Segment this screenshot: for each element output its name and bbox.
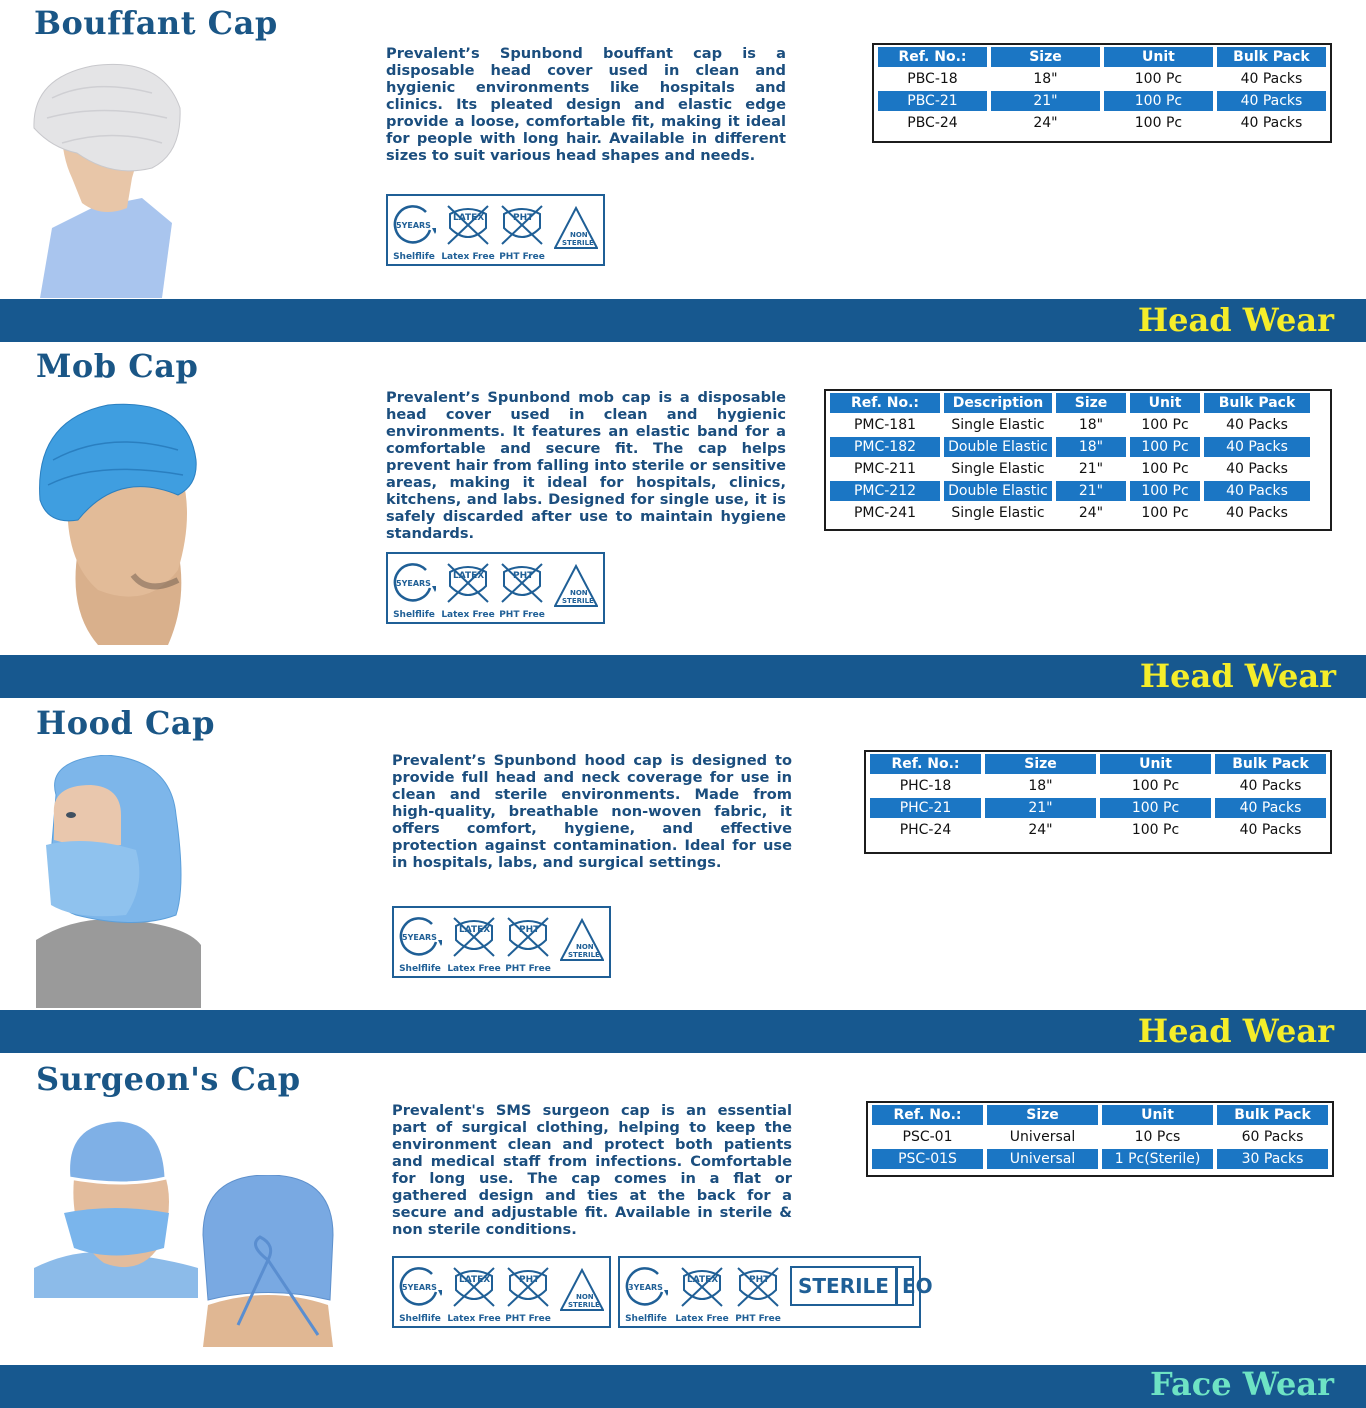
svg-text:NON: NON: [576, 1293, 594, 1301]
cell-ref-no: PHC-18: [899, 778, 952, 794]
hood-cap-photo: [36, 755, 201, 1008]
cell-size: 18": [1078, 417, 1104, 433]
col-size: Size: [985, 754, 1096, 774]
cell-unit: 100 Pc: [1134, 115, 1183, 131]
shelflife-5years-icon: [388, 560, 440, 620]
svg-text:NON: NON: [576, 943, 594, 951]
cell-ref-no: PBC-18: [907, 71, 958, 87]
cell-unit: 100 Pc: [1141, 417, 1189, 433]
col-unit: Unit: [1104, 47, 1213, 67]
table-header-row: [878, 47, 1326, 67]
table-row: [872, 1149, 1328, 1169]
cell-ref-no: PHC-24: [899, 822, 952, 838]
product-description: Prevalent’s Spunbond hood cap is designed to provide full head and neck coverage for use in clean and sterile environments. Made from high-quality, breathable non-woven fabric, it offers comfort, hygiene, and effective protection against contamination. Ideal for use in hospitals, labs, and surgical settings.: [392, 752, 792, 871]
cell-size: 18": [1033, 71, 1058, 87]
non-sterile-icon: [550, 202, 602, 262]
latex-free-label: Latex Free: [441, 610, 495, 620]
pht-free-icon: [502, 1264, 554, 1324]
latex-free-icon: [676, 1264, 728, 1324]
svg-text:STERILE: STERILE: [568, 951, 600, 959]
cell-ref-no: PMC-211: [853, 461, 917, 477]
col-ref-no: Ref. No.:: [870, 754, 981, 774]
pht-free-icon: [496, 560, 548, 620]
product-table: [866, 1101, 1334, 1177]
svg-text:3YEARS: 3YEARS: [628, 1283, 663, 1292]
pht-free-icon: [732, 1264, 784, 1324]
table-header-row: [870, 754, 1326, 774]
svg-text:PHT: PHT: [749, 1275, 770, 1285]
bouffant-cap-photo: [32, 58, 182, 298]
product-description: Prevalent’s Spunbond mob cap is a disposable head cover used in clean and hygienic environments. It features an elastic band for a comfortable and secure fit. The cap helps prevent hair from falling into sterile or sensitive areas, making it ideal for hospitals, clinics, kitchens, and labs. Designed for single use, it is safely discarded after use to maintain hygiene standards.: [386, 389, 786, 542]
pht-free-icon: [496, 202, 548, 262]
col-bulk-pack: Bulk Pack: [1217, 1105, 1328, 1125]
svg-text:PHT: PHT: [519, 1275, 540, 1285]
cell-unit: 100 Pc: [1134, 71, 1183, 87]
svg-text:PHT: PHT: [519, 925, 540, 935]
cell-size: 21": [985, 798, 1096, 818]
cell-bulk-pack: 40 Packs: [1226, 461, 1288, 477]
table-row: [830, 437, 1310, 457]
shelflife-label: Shelflife: [399, 964, 441, 974]
cell-bulk-pack: 40 Packs: [1226, 417, 1288, 433]
section-title-hood-cap: Hood Cap: [36, 704, 216, 742]
svg-text:5YEARS: 5YEARS: [396, 579, 431, 588]
cell-size: 24": [1078, 505, 1104, 521]
cell-size: 18": [1028, 778, 1053, 794]
cell-unit: 100 Pc: [1131, 778, 1180, 794]
spec-table: [868, 1103, 1332, 1171]
sterile-eo-badge: [790, 1266, 933, 1306]
feature-icons: [392, 906, 611, 978]
product-table: [872, 43, 1332, 143]
svg-text:STERILE: STERILE: [562, 597, 594, 605]
cell-unit: 100 Pc: [1141, 505, 1189, 521]
svg-text:STERILE: STERILE: [562, 239, 594, 247]
cell-ref-no: PMC-182: [830, 437, 940, 457]
col-ref-no: Ref. No.:: [872, 1105, 983, 1125]
cell-size: 21": [1056, 481, 1126, 501]
cell-ref-no: PHC-21: [870, 798, 981, 818]
cell-ref-no: PBC-24: [907, 115, 958, 131]
latex-free-icon: [442, 202, 494, 262]
product-table: [864, 750, 1332, 854]
svg-text:NON: NON: [570, 231, 588, 239]
latex-free-icon: [448, 914, 500, 974]
cell-ref-no: PMC-241: [853, 505, 917, 521]
latex-free-label: Latex Free: [441, 252, 495, 262]
feature-icons-non-sterile: [392, 1256, 611, 1328]
table-row: [870, 798, 1326, 818]
cell-ref-no: PMC-181: [853, 417, 917, 433]
svg-text:LATEX: LATEX: [453, 213, 485, 223]
pht-free-icon: [502, 914, 554, 974]
latex-free-icon: [442, 560, 494, 620]
svg-text:STERILE: STERILE: [568, 1301, 600, 1309]
cell-bulk-pack: 30 Packs: [1217, 1149, 1328, 1169]
spec-table: [874, 45, 1330, 135]
category-band: [0, 299, 1366, 342]
feature-icons: [386, 194, 605, 266]
latex-free-label: Latex Free: [447, 1314, 501, 1324]
cell-description: Double Elastic: [944, 481, 1052, 501]
pht-free-label: PHT Free: [499, 252, 545, 262]
cell-bulk-pack: 40 Packs: [1239, 822, 1302, 838]
table-row: [878, 91, 1326, 111]
table-row: [872, 1127, 1328, 1147]
cell-ref-no: PSC-01S: [872, 1149, 983, 1169]
shelflife-3years-icon: [620, 1264, 672, 1324]
shelflife-5years-icon: [394, 1264, 446, 1324]
category-band: [0, 1365, 1366, 1408]
category-band: [0, 655, 1366, 698]
cell-bulk-pack: 40 Packs: [1204, 481, 1310, 501]
cell-size: 21": [991, 91, 1100, 111]
cell-bulk-pack: 40 Packs: [1240, 71, 1303, 87]
cell-bulk-pack: 60 Packs: [1241, 1129, 1304, 1145]
non-sterile-icon: [556, 1264, 608, 1324]
cell-ref-no: PBC-21: [878, 91, 987, 111]
spec-table: [826, 391, 1314, 525]
shelflife-label: Shelflife: [393, 610, 435, 620]
svg-text:5YEARS: 5YEARS: [396, 221, 431, 230]
table-row: [830, 415, 1310, 435]
svg-text:5YEARS: 5YEARS: [402, 933, 437, 942]
spec-table: [866, 752, 1330, 842]
cell-bulk-pack: 40 Packs: [1240, 115, 1303, 131]
cell-unit: 100 Pc: [1130, 437, 1200, 457]
cell-description: Double Elastic: [944, 437, 1052, 457]
col-unit: Unit: [1100, 754, 1211, 774]
cell-size: 18": [1056, 437, 1126, 457]
col-unit: Unit: [1130, 393, 1200, 413]
svg-text:NON: NON: [570, 589, 588, 597]
cell-unit: 10 Pcs: [1134, 1129, 1181, 1145]
table-row: [870, 776, 1326, 796]
cell-size: Universal: [1009, 1129, 1076, 1145]
cell-description: Single Elastic: [951, 461, 1045, 477]
pht-free-label: PHT Free: [499, 610, 545, 620]
cell-unit: 100 Pc: [1141, 461, 1189, 477]
category-label: Head Wear: [1139, 657, 1336, 695]
col-bulk-pack: Bulk Pack: [1204, 393, 1310, 413]
svg-text:PHT: PHT: [513, 571, 534, 581]
table-row: [830, 481, 1310, 501]
cell-size: 24": [1033, 115, 1058, 131]
cell-size: 24": [1028, 822, 1053, 838]
col-unit: Unit: [1102, 1105, 1213, 1125]
latex-free-icon: [448, 1264, 500, 1324]
pht-free-label: PHT Free: [735, 1314, 781, 1324]
col-size: Size: [991, 47, 1100, 67]
eo-badge-text: EO: [901, 1274, 933, 1298]
table-header-row: [872, 1105, 1328, 1125]
product-description: Prevalent's SMS surgeon cap is an essential part of surgical clothing, helping to keep the environment clean and protect both patients and medical staff from infections. Comfortable for long use. The cap comes in a flat or gathered design and ties at the back for a secure and adjustable fit. Available in sterile & non sterile conditions.: [392, 1102, 792, 1238]
svg-text:PHT: PHT: [513, 213, 534, 223]
cell-size: Universal: [987, 1149, 1098, 1169]
product-table: [824, 389, 1332, 531]
non-sterile-icon: [550, 560, 602, 620]
pht-free-label: PHT Free: [505, 964, 551, 974]
section-title-surgeons-cap: Surgeon's Cap: [36, 1060, 301, 1098]
cell-description: Single Elastic: [951, 505, 1045, 521]
cell-unit: 100 Pc: [1100, 798, 1211, 818]
col-ref-no: Ref. No.:: [878, 47, 987, 67]
section-title-mob-cap: Mob Cap: [36, 347, 199, 385]
shelflife-label: Shelflife: [399, 1314, 441, 1324]
table-header-row: [830, 393, 1310, 413]
svg-text:LATEX: LATEX: [453, 571, 485, 581]
table-row: [878, 113, 1326, 133]
surgeons-cap-photo-front: [34, 1118, 198, 1298]
pht-free-label: PHT Free: [505, 1314, 551, 1324]
cell-unit: 1 Pc(Sterile): [1102, 1149, 1213, 1169]
sterile-badge-text: STERILE: [792, 1268, 898, 1304]
cell-bulk-pack: 40 Packs: [1239, 778, 1302, 794]
col-bulk-pack: Bulk Pack: [1215, 754, 1326, 774]
latex-free-label: Latex Free: [675, 1314, 729, 1324]
shelflife-5years-icon: [394, 914, 446, 974]
shelflife-label: Shelflife: [625, 1314, 667, 1324]
section-title-bouffant-cap: Bouffant Cap: [34, 4, 278, 42]
table-row: [870, 820, 1326, 840]
non-sterile-icon: [556, 914, 608, 974]
cell-bulk-pack: 40 Packs: [1217, 91, 1326, 111]
shelflife-label: Shelflife: [393, 252, 435, 262]
col-bulk-pack: Bulk Pack: [1217, 47, 1326, 67]
col-size: Size: [1056, 393, 1126, 413]
cell-ref-no: PSC-01: [902, 1129, 953, 1145]
cell-bulk-pack: 40 Packs: [1204, 437, 1310, 457]
svg-text:LATEX: LATEX: [459, 1275, 491, 1285]
svg-text:LATEX: LATEX: [459, 925, 491, 935]
table-row: [830, 459, 1310, 479]
col-ref-no: Ref. No.:: [830, 393, 940, 413]
surgeons-cap-photo-back: [198, 1175, 338, 1347]
cell-ref-no: PMC-212: [830, 481, 940, 501]
svg-text:5YEARS: 5YEARS: [402, 1283, 437, 1292]
cell-size: 21": [1078, 461, 1104, 477]
shelflife-5years-icon: [388, 202, 440, 262]
category-band: [0, 1010, 1366, 1053]
latex-free-label: Latex Free: [447, 964, 501, 974]
cell-unit: 100 Pc: [1130, 481, 1200, 501]
cell-unit: 100 Pc: [1131, 822, 1180, 838]
product-description: Prevalent’s Spunbond bouffant cap is a disposable head cover used in clean and hygienic environments like hospitals and clinics. Its pleated design and elastic edge provide a loose, comfortable fit, making it ideal for people with long hair. Available in different sizes to suit various head shapes and needs.: [386, 45, 786, 164]
cell-bulk-pack: 40 Packs: [1226, 505, 1288, 521]
feature-icons-sterile: [618, 1256, 933, 1328]
cell-description: Single Elastic: [951, 417, 1045, 433]
category-label: Head Wear: [1137, 301, 1334, 339]
table-row: [878, 69, 1326, 89]
svg-text:LATEX: LATEX: [687, 1275, 719, 1285]
cell-unit: 100 Pc: [1104, 91, 1213, 111]
table-row: [830, 503, 1310, 523]
feature-icons: [386, 552, 605, 624]
col-description: Description: [944, 393, 1052, 413]
col-size: Size: [987, 1105, 1098, 1125]
mob-cap-photo: [38, 400, 198, 645]
category-label: Head Wear: [1137, 1012, 1334, 1050]
cell-bulk-pack: 40 Packs: [1215, 798, 1326, 818]
category-label: Face Wear: [1150, 1365, 1334, 1403]
